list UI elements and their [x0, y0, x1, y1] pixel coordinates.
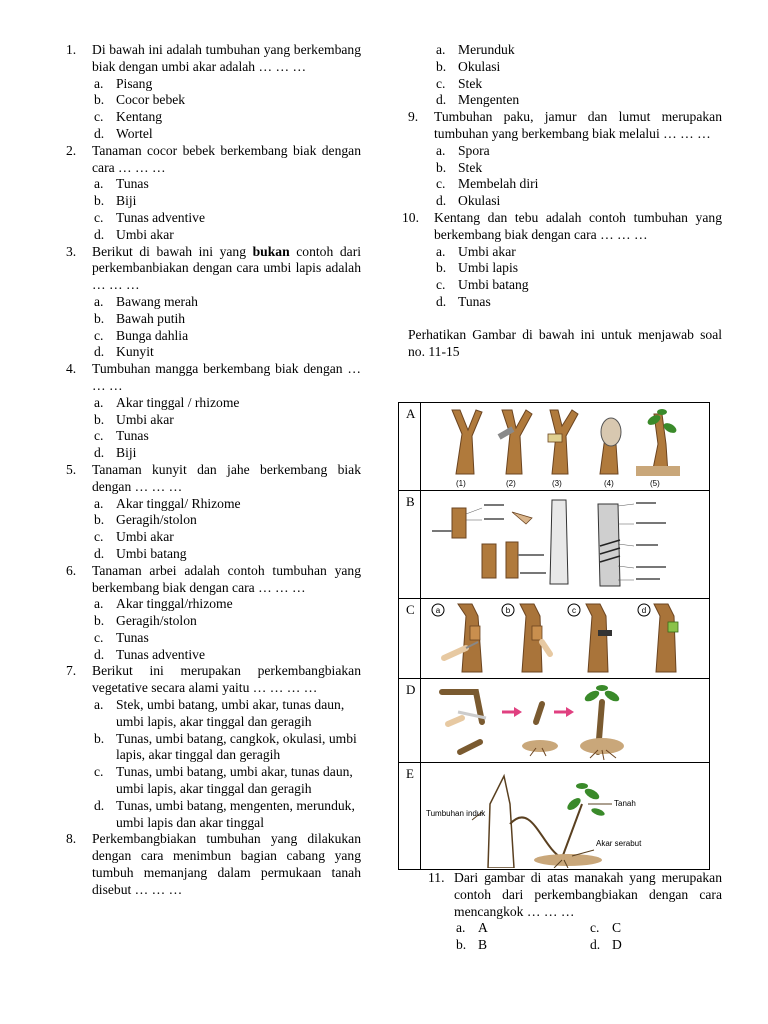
cutting-planting-illustration [422, 682, 708, 760]
question-text: Berikut ini merupakan perkembangbiakan vegetative secara alami yaitu … … … … [92, 663, 361, 696]
layering-illustration [422, 764, 708, 868]
option-d[interactable] [588, 937, 722, 954]
option-text: Stek, umbi batang, umbi akar, tunas daun, umbi lapis, akar tinggal dan geragih [116, 697, 345, 729]
question-text: Perkembangbiakan tumbuhan yang dilakukan dengan cara menimbun bagian cabang yang tumbuh memanjang dalam permukaan tanah disebut … … … [92, 831, 361, 897]
question-text: Tanaman kunyit dan jahe berkembang biak dengan … … … [92, 461, 361, 494]
option-letter: b. [456, 937, 467, 953]
option-text: Okulasi [458, 193, 501, 209]
question-number: 2. [66, 142, 77, 158]
caption-5: (5) [650, 479, 660, 488]
answer-option[interactable] [92, 546, 361, 563]
option-letter: d. [436, 92, 447, 108]
caption-b: b [505, 606, 511, 615]
question-11 [428, 870, 722, 954]
answer-options [66, 697, 361, 831]
option-text: Biji [116, 445, 137, 461]
answer-option[interactable] [92, 596, 361, 613]
option-text: Wortel [116, 125, 153, 141]
option-letter: c. [94, 428, 104, 444]
question-number: 11. [428, 870, 445, 885]
option-text: Tunas adventive [116, 646, 205, 662]
answer-option[interactable] [434, 176, 722, 193]
option-text: Kentang [116, 109, 163, 125]
question-text: Kentang dan tebu adalah contoh tumbuhan yang berkembang biak dengan cara … … … [434, 209, 722, 242]
caption-2: (2) [506, 479, 516, 488]
answer-option[interactable] [92, 529, 361, 546]
row-divider [398, 598, 710, 599]
option-letter: b. [94, 310, 105, 326]
option-letter: d. [94, 545, 105, 561]
option-b[interactable] [454, 937, 588, 954]
option-letter: d. [94, 797, 105, 813]
answer-option[interactable] [434, 294, 722, 311]
option-text: Tunas [116, 428, 149, 444]
answer-option[interactable] [434, 42, 722, 59]
option-letter: d. [94, 125, 105, 141]
answer-option[interactable] [92, 412, 361, 429]
option-letter: d. [94, 344, 105, 360]
answer-options [66, 76, 361, 143]
question-item [66, 361, 361, 462]
answer-option[interactable] [92, 395, 361, 412]
question-number: 7. [66, 663, 77, 679]
option-letter: c. [94, 529, 104, 545]
option-text: Umbi lapis [458, 260, 519, 276]
option-text: Tunas, umbi batang, mengenten, merunduk, umbi lapis dan akar tinggal [116, 797, 355, 830]
answer-option[interactable] [92, 496, 361, 513]
option-letter: a. [94, 596, 104, 612]
label-tumbuhan-induk: Tumbuhan induk [426, 809, 486, 818]
answer-option[interactable] [434, 160, 722, 177]
option-text: A [478, 920, 488, 936]
answer-option[interactable] [92, 92, 361, 109]
option-text: Geragih/stolon [116, 512, 197, 528]
answer-option[interactable] [92, 764, 361, 798]
answer-option[interactable] [92, 445, 361, 462]
answer-option[interactable] [434, 59, 722, 76]
option-text: Spora [458, 142, 490, 158]
caption-1: (1) [456, 479, 466, 488]
option-letter: a. [94, 495, 104, 511]
question-text-part: contoh dari perkembanbiakan dengan cara umbi lapis adalah … … … [92, 243, 361, 293]
figure-table [398, 402, 710, 870]
question-stem [66, 462, 361, 496]
question-item [402, 209, 722, 311]
answer-option[interactable] [92, 76, 361, 93]
row-label-b: B [406, 494, 415, 509]
option-letter: a. [436, 42, 446, 57]
question-item [66, 143, 361, 244]
label-akar-serabut: Akar serabut [596, 839, 642, 848]
answer-options [408, 244, 722, 311]
answer-option[interactable] [92, 193, 361, 210]
question-stem [402, 209, 722, 244]
question-stem [66, 663, 361, 697]
answer-option[interactable] [92, 126, 361, 143]
question-number: 9. [408, 109, 419, 125]
question-stem [66, 361, 361, 395]
option-text: D [612, 937, 622, 953]
option-text: Umbi akar [458, 243, 516, 259]
option-letter: d. [94, 646, 105, 662]
question-item [66, 563, 361, 664]
option-text: Tunas [116, 629, 149, 645]
answer-option[interactable] [92, 109, 361, 126]
option-text: Kunyit [116, 344, 154, 360]
answer-option[interactable] [92, 647, 361, 664]
option-text: C [612, 920, 622, 936]
answer-options [66, 496, 361, 563]
answer-option[interactable] [434, 193, 722, 210]
question-stem [66, 42, 361, 76]
option-letter: c. [436, 75, 446, 91]
question-item [66, 663, 361, 831]
right-column [402, 42, 722, 360]
label-tanah: Tanah [614, 799, 636, 808]
option-letter: d. [94, 445, 105, 461]
caption-c: c [572, 606, 576, 615]
answer-option[interactable] [92, 512, 361, 529]
answer-options [66, 294, 361, 361]
option-letter: d. [436, 293, 447, 309]
answer-option[interactable] [92, 428, 361, 445]
question-text: Tumbuhan paku, jamur dan lumut merupakan tumbuhan yang berkembang biak melalui … … … [434, 109, 722, 141]
option-text: Geragih/stolon [116, 613, 197, 629]
question-item [66, 831, 361, 898]
option-letter: b. [436, 58, 447, 74]
option-letter: c. [436, 277, 446, 293]
answer-options [66, 395, 361, 462]
option-text: Umbi akar [116, 411, 174, 427]
caption-d: d [641, 606, 647, 615]
option-letter: d. [436, 193, 447, 209]
option-letter: b. [94, 92, 105, 108]
row-divider [398, 762, 710, 763]
answer-option[interactable] [92, 613, 361, 630]
row-label-a: A [406, 406, 416, 421]
answer-options [66, 596, 361, 663]
answer-option[interactable] [434, 76, 722, 93]
emphasis-text: bukan [252, 243, 290, 259]
figure-instruction: Perhatikan Gambar di bawah ini untuk menjawab soal no. 11-15 [408, 326, 722, 359]
option-text: Akar tinggal / rhizome [116, 394, 240, 410]
option-letter: a. [94, 75, 104, 91]
option-letter: a. [94, 697, 104, 713]
option-text: Umbi batang [458, 277, 529, 293]
option-a[interactable] [454, 920, 588, 937]
answer-option[interactable] [92, 227, 361, 244]
option-text: Membelah diri [458, 176, 539, 192]
answer-option[interactable] [434, 92, 722, 109]
option-letter: c. [590, 920, 600, 936]
answer-option[interactable] [92, 311, 361, 328]
question-number: 8. [66, 831, 77, 847]
option-text: B [478, 937, 488, 953]
option-letter: c. [94, 764, 104, 780]
option-letter: b. [94, 613, 105, 629]
question-item [408, 109, 722, 210]
option-letter: b. [94, 193, 105, 209]
answer-option[interactable] [92, 176, 361, 193]
option-text: Biji [116, 193, 137, 209]
option-text: Akar tinggal/ Rhizome [116, 495, 241, 511]
question-number: 6. [66, 562, 77, 578]
option-text: Bawah putih [116, 310, 186, 326]
option-text: Tunas adventive [116, 209, 205, 225]
option-letter: b. [94, 411, 105, 427]
caption-4: (4) [604, 479, 614, 488]
option-letter: b. [94, 730, 105, 746]
option-text: Tunas, umbi batang, umbi akar, tunas daun, umbi lapis, akar tinggal dan geragih [116, 764, 353, 797]
question-item [66, 42, 361, 143]
question-stem [408, 109, 722, 143]
q11-options [428, 920, 722, 954]
option-letter: c. [94, 327, 104, 343]
row-label-e: E [406, 766, 414, 781]
option-letter: c. [436, 176, 446, 192]
answer-option[interactable] [92, 344, 361, 361]
question-number: 3. [66, 243, 77, 259]
option-letter: d. [94, 226, 105, 242]
answer-option[interactable] [92, 210, 361, 227]
question-text [92, 244, 361, 294]
option-text: Tunas [116, 176, 149, 192]
question-stem [66, 831, 361, 898]
answer-option[interactable] [92, 731, 361, 765]
answer-option[interactable] [434, 143, 722, 160]
question-number: 4. [66, 361, 77, 377]
question-item [66, 244, 361, 362]
option-text: Merunduk [458, 42, 515, 57]
row-divider [398, 678, 710, 679]
option-letter: b. [94, 512, 105, 528]
grafting-steps-illustration [422, 404, 708, 490]
option-letter: c. [94, 629, 104, 645]
question-text: Dari gambar di atas manakah yang merupakan contoh dari perkembangbiakan dengan cara mencangkok … … … [454, 870, 722, 919]
option-text: Stek [458, 75, 483, 91]
option-letter: d. [590, 937, 601, 953]
option-c[interactable] [588, 920, 722, 937]
option-text: Bawang merah [116, 293, 198, 309]
stem-cutting-illustration [422, 602, 708, 676]
question-text: Tumbuhan mangga berkembang biak dengan … … … [92, 361, 361, 393]
option-text: Umbi akar [116, 529, 174, 545]
option-text: Mengenten [458, 92, 520, 108]
option-text: Okulasi [458, 58, 501, 74]
answer-option[interactable] [434, 277, 722, 294]
option-text: Akar tinggal/rhizome [116, 596, 233, 612]
option-letter: a. [436, 142, 446, 158]
question-text-part: Berikut di bawah ini yang [92, 243, 253, 259]
figure-label-column [398, 402, 421, 870]
question-text: Di bawah ini adalah tumbuhan yang berkembang biak dengan umbi akar adalah … … … [92, 42, 361, 74]
answer-option[interactable] [92, 697, 361, 731]
option-text: Tunas [458, 293, 491, 309]
question-stem [66, 563, 361, 597]
answer-options [408, 143, 722, 210]
wrapped-soil-ball [601, 418, 621, 446]
answer-options [66, 176, 361, 243]
option-letter: c. [94, 209, 104, 225]
row-label-d: D [406, 682, 416, 697]
option-letter: a. [94, 293, 104, 309]
caption-a: a [435, 606, 441, 615]
option-text: Cocor bebek [116, 92, 186, 108]
option-letter: b. [436, 159, 447, 175]
question-number: 5. [66, 461, 77, 477]
option-letter: a. [436, 243, 446, 259]
question-number: 10. [402, 209, 419, 225]
caption-3: (3) [552, 479, 562, 488]
option-text: Stek [458, 159, 483, 175]
option-text: Umbi akar [116, 226, 174, 242]
option-text: Tunas, umbi batang, cangkok, okulasi, umbi lapis, akar tinggal dan geragih [116, 730, 357, 763]
row-label-c: C [406, 602, 415, 617]
left-column [66, 42, 361, 899]
question-text: Tanaman arbei adalah contoh tumbuhan yang berkembang biak dengan cara … … … [92, 562, 361, 595]
option-letter: c. [94, 109, 104, 125]
q8-options [408, 42, 722, 109]
option-letter: a. [94, 394, 104, 410]
answer-option[interactable] [434, 244, 722, 261]
option-text: Umbi batang [116, 545, 187, 561]
question-text: Tanaman cocor bebek berkembang biak dengan cara … … … [92, 142, 361, 175]
answer-option[interactable] [434, 260, 722, 277]
option-letter: a. [94, 176, 104, 192]
question-number: 1. [66, 42, 77, 57]
row-divider [398, 490, 710, 491]
answer-option[interactable] [92, 630, 361, 647]
answer-option[interactable] [92, 294, 361, 311]
answer-option[interactable] [92, 798, 361, 832]
option-text: Bunga dahlia [116, 327, 189, 343]
answer-option[interactable] [92, 328, 361, 345]
question-stem [66, 143, 361, 177]
option-letter: a. [456, 920, 466, 936]
question-item [66, 462, 361, 563]
budding-diagram-illustration [422, 494, 708, 596]
option-letter: b. [436, 260, 447, 276]
question-stem [66, 244, 361, 294]
option-text: Pisang [116, 75, 153, 91]
